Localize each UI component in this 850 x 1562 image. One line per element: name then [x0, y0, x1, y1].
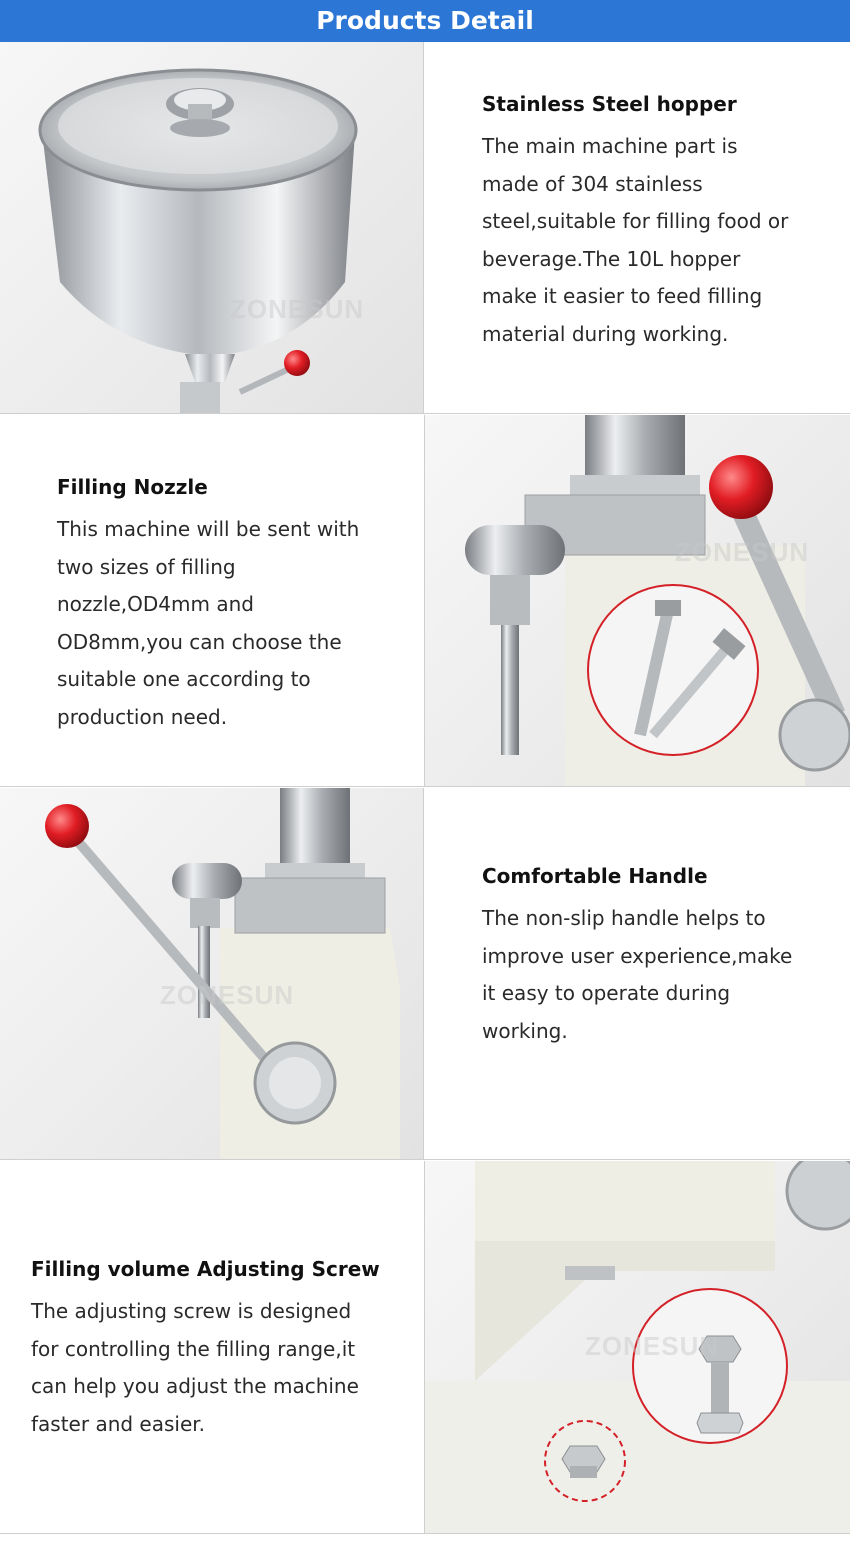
description-line: improve user experience,make — [482, 943, 793, 968]
description-line: The adjusting screw is designed — [31, 1299, 352, 1323]
watermark: ZONESUN — [160, 980, 295, 1010]
section-description — [482, 128, 842, 353]
section-stainless-hopper — [0, 42, 850, 414]
section-heading: Filling volume Adjusting Screw — [31, 1257, 380, 1281]
description-line: steel,suitable for filling food or — [482, 209, 789, 233]
section-heading: Comfortable Handle — [482, 864, 708, 888]
section-filling-nozzle — [0, 415, 850, 787]
section-description — [57, 511, 417, 736]
hopper-photo — [0, 42, 424, 413]
watermark: ZONESUN — [675, 537, 810, 567]
description-line: The main machine part is — [482, 134, 738, 158]
description-line: beverage.The 10L hopper — [482, 246, 741, 271]
section-comfortable-handle — [0, 788, 850, 1160]
description-line: production need. — [57, 704, 228, 729]
description-line: OD8mm,you can choose the — [57, 629, 342, 654]
handle-text — [425, 788, 850, 1159]
watermark: ZONESUN — [230, 294, 365, 324]
section-description — [31, 1293, 421, 1443]
description-line: nozzle,OD4mm and — [57, 592, 254, 616]
description-line: suitable one according to — [57, 667, 311, 691]
description-line: made of 304 stainless — [482, 171, 703, 196]
description-line: material during working. — [482, 321, 729, 346]
description-line: make it easier to feed filling — [482, 284, 763, 308]
description-line: can help you adjust the machine — [31, 1374, 359, 1398]
page-title: Products Detail — [316, 6, 534, 35]
section-heading: Filling Nozzle — [57, 475, 208, 499]
nozzle-photo — [424, 415, 850, 786]
screw-photo — [424, 1161, 850, 1533]
page-header — [0, 0, 850, 42]
description-line: faster and easier. — [31, 1411, 206, 1436]
section-heading: Stainless Steel hopper — [482, 92, 737, 116]
description-line: working. — [482, 1018, 568, 1043]
watermark: ZONESUN — [585, 1331, 720, 1361]
nozzle-text — [0, 415, 424, 786]
section-description — [482, 900, 842, 1050]
description-line: it easy to operate during — [482, 981, 731, 1005]
section-adjusting-screw — [0, 1161, 850, 1534]
screw-text — [0, 1161, 424, 1532]
description-line: two sizes of filling — [57, 554, 236, 579]
description-line: for controlling the filling range,it — [31, 1336, 356, 1361]
handle-photo — [0, 788, 424, 1159]
hopper-text — [425, 42, 850, 413]
description-line: The non-slip handle helps to — [482, 906, 766, 930]
description-line: This machine will be sent with — [57, 517, 360, 541]
